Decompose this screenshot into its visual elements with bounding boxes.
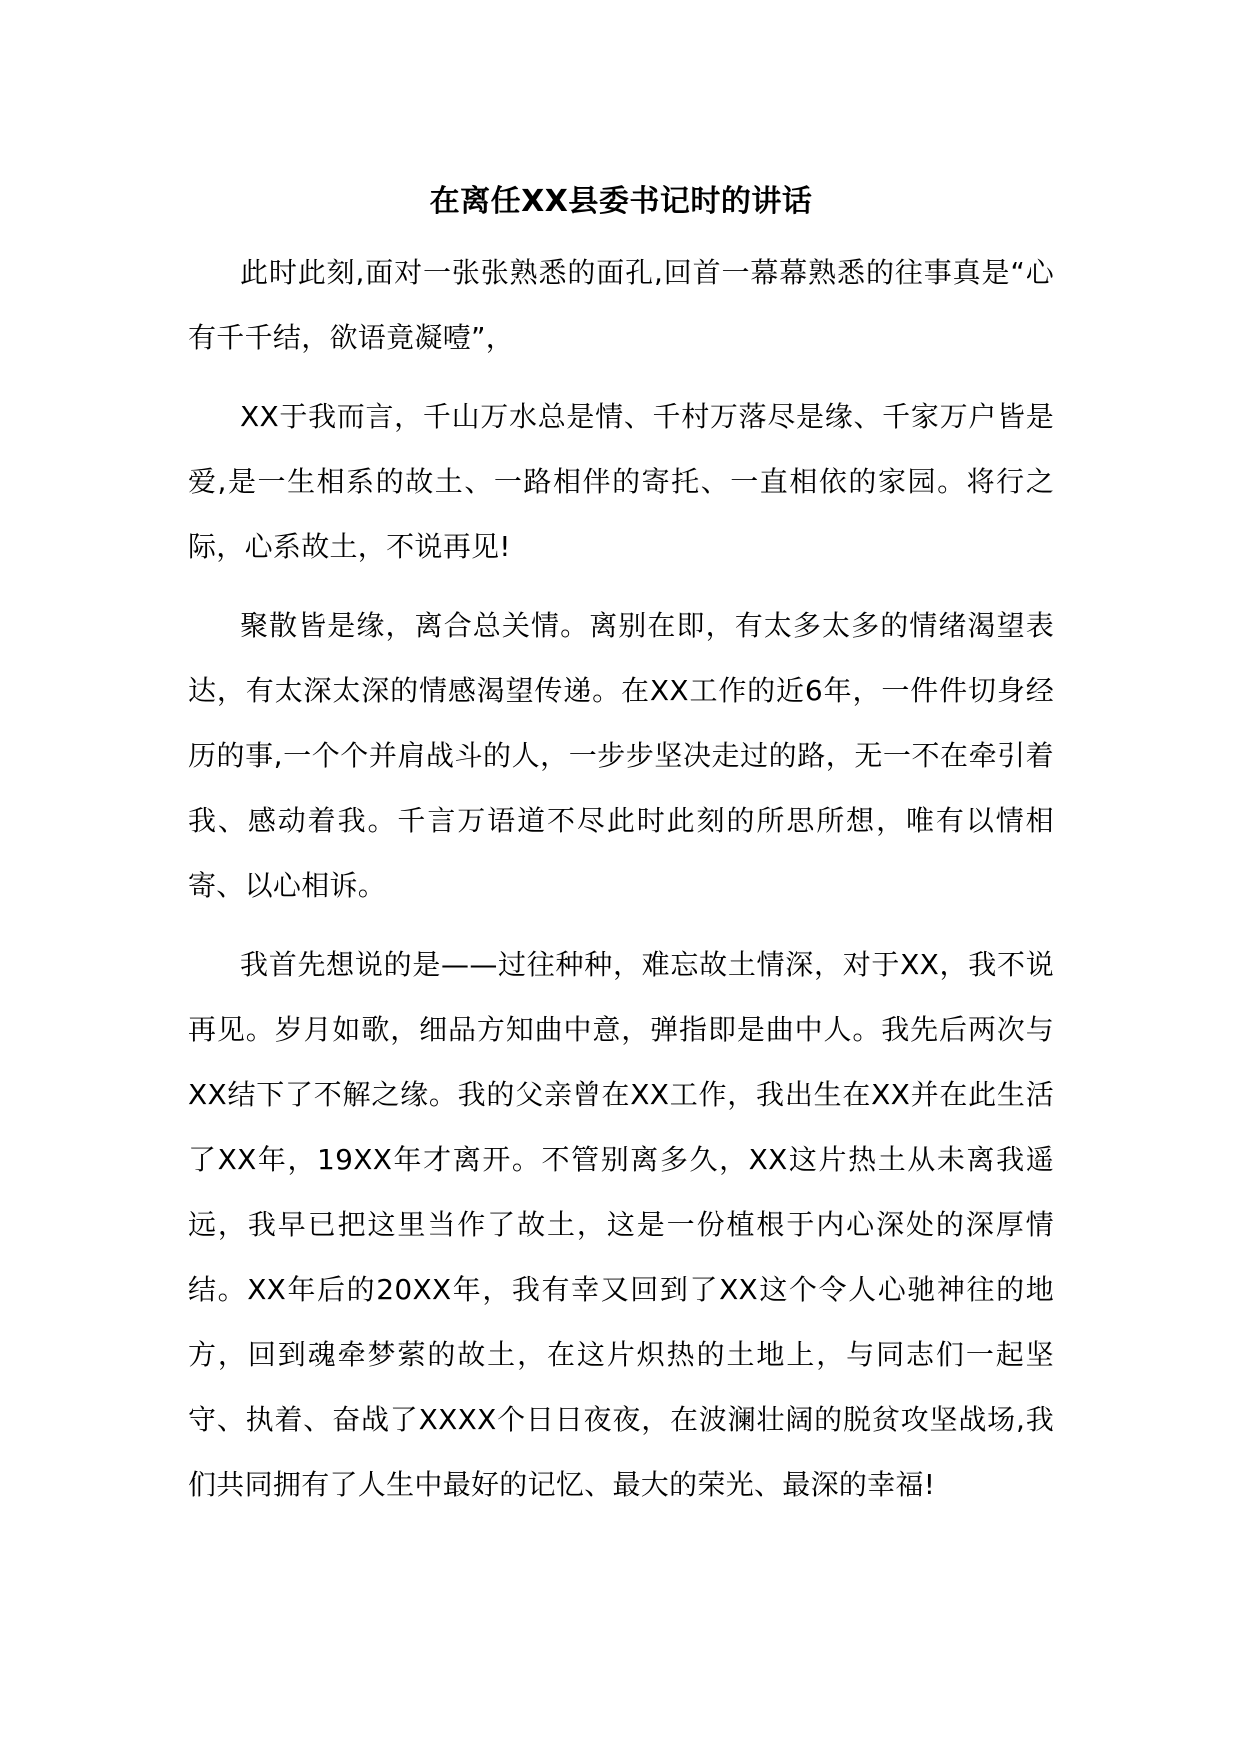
paragraph-farewell: 聚散皆是缘，离合总关情。离别在即，有太多太多的情绪渴望表达，有太深太深的情感渴望传递。在XX工作的近6年，一件件切身经历的事,一个个并肩战斗的人，一步步坚决走过的路，无一不在牵引着我、感动着我。千言万语道不尽此时此刻的所思所想，唯有以情相寄、以心相诉。 (188, 609, 1054, 902)
document-body (188, 176, 1054, 1517)
document-title: 在离任XX县委书记时的讲话 (429, 184, 813, 219)
paragraph-memories: 我首先想说的是——过往种种，难忘故土情深，对于XX，我不说再见。岁月如歌，细品方知曲中意，弹指即是曲中人。我先后两次与XX结下了不解之缘。我的父亲曾在XX工作，我出生在XX并在此生活了XX年，19XX年才离开。不管别离多久，XX这片热土从未离我遥远，我早已把这里当作了故土，这是一份植根于内心深处的深厚情结。XX年后的20XX年，我有幸又回到了XX这个令人心驰神往的地方，回到魂牵梦萦的故土，在这片炽热的土地上，与同志们一起坚守、执着、奋战了XXXX个日日夜夜，在波澜壮阔的脱贫攻坚战场,我们共同拥有了人生中最好的记忆、最大的荣光、最深的幸福! (188, 948, 1054, 1501)
paragraph-homeland: XX于我而言，千山万水总是情、千村万落尽是缘、千家万户皆是爱,是一生相系的故土、一路相伴的寄托、一直相依的家园。将行之际，心系故土，不说再见! (188, 400, 1054, 563)
paragraph-opening: 此时此刻,面对一张张熟悉的面孔,回首一幕幕熟悉的往事真是“心有千千结，欲语竟凝噎”， (188, 256, 1054, 354)
